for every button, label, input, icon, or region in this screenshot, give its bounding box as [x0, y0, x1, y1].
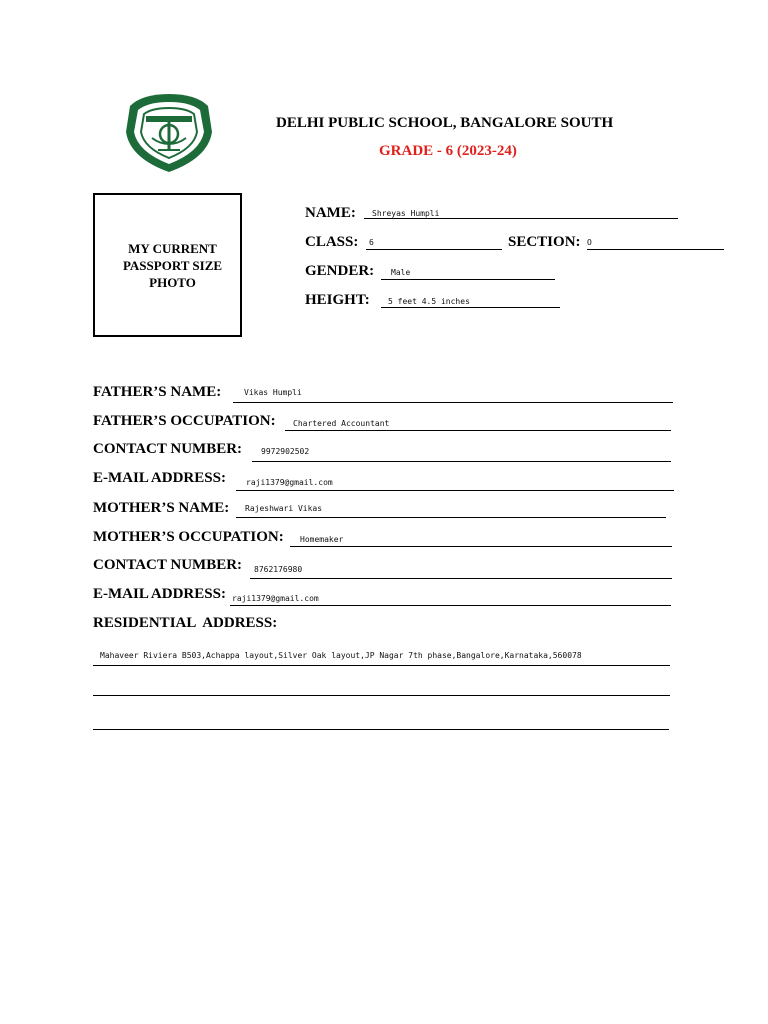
name-value: Shreyas Humpli	[372, 209, 440, 218]
mother-contact-value: 8762176980	[254, 565, 303, 574]
address-line-1	[93, 665, 670, 666]
mother-contact-label: CONTACT NUMBER:	[93, 557, 243, 573]
section-label: SECTION:	[508, 234, 581, 250]
school-logo	[122, 92, 216, 174]
father-email-value: raji1379@gmail.com	[246, 478, 333, 487]
mother-email-label: E-MAIL ADDRESS:	[93, 586, 226, 602]
father-name-line	[233, 402, 673, 403]
gender-line	[381, 279, 555, 280]
mother-email-line	[230, 605, 671, 606]
height-value: 5 feet 4.5 inches	[388, 297, 470, 306]
school-name: DELHI PUBLIC SCHOOL, BANGALORE SOUTH	[276, 115, 614, 131]
address-label: RESIDENTIAL ADDRESS:	[93, 615, 278, 631]
mother-contact-line	[250, 578, 672, 579]
father-email-label: E-MAIL ADDRESS:	[93, 470, 226, 486]
father-contact-label: CONTACT NUMBER:	[93, 441, 243, 457]
address-line-2	[93, 695, 670, 696]
address-line-3	[93, 729, 669, 730]
mother-occupation-label: MOTHER’S OCCUPATION:	[93, 529, 284, 545]
name-line	[364, 218, 678, 219]
father-occupation-label: FATHER’S OCCUPATION:	[93, 413, 276, 429]
father-name-label: FATHER’S NAME:	[93, 384, 222, 400]
gender-label: GENDER:	[305, 263, 375, 279]
height-line	[381, 307, 560, 308]
mother-email-value: raji1379@gmail.com	[232, 594, 319, 603]
father-contact-line	[252, 461, 671, 462]
height-label: HEIGHT:	[305, 292, 370, 308]
photo-placeholder	[93, 193, 242, 337]
section-value: O	[587, 238, 592, 247]
mother-name-label: MOTHER’S NAME:	[93, 500, 230, 516]
grade-title: GRADE - 6 (2023-24)	[379, 143, 517, 159]
class-line	[366, 249, 502, 250]
section-line	[587, 249, 724, 250]
class-value: 6	[369, 238, 374, 247]
father-occupation-value: Chartered Accountant	[293, 419, 390, 428]
father-name-value: Vikas Humpli	[244, 388, 302, 397]
gender-value: Male	[391, 268, 411, 277]
mother-name-value: Rajeshwari Vikas	[245, 504, 323, 513]
mother-name-line	[236, 517, 666, 518]
father-email-line	[236, 490, 674, 491]
father-occupation-line	[285, 430, 671, 431]
photo-placeholder-text: MY CURRENT PASSPORT SIZE PHOTO	[122, 240, 223, 290]
mother-occupation-value: Homemaker	[300, 535, 344, 544]
mother-occupation-line	[290, 546, 672, 547]
address-line-1-value: Mahaveer Riviera B503,Achappa layout,Silver Oak layout,JP Nagar 7th phase,Bangalore,Karnataka,560078	[100, 651, 582, 660]
name-label: NAME:	[305, 205, 356, 221]
class-label: CLASS:	[305, 234, 359, 250]
school-crest-icon	[122, 92, 216, 174]
father-contact-value: 9972902502	[261, 447, 310, 456]
